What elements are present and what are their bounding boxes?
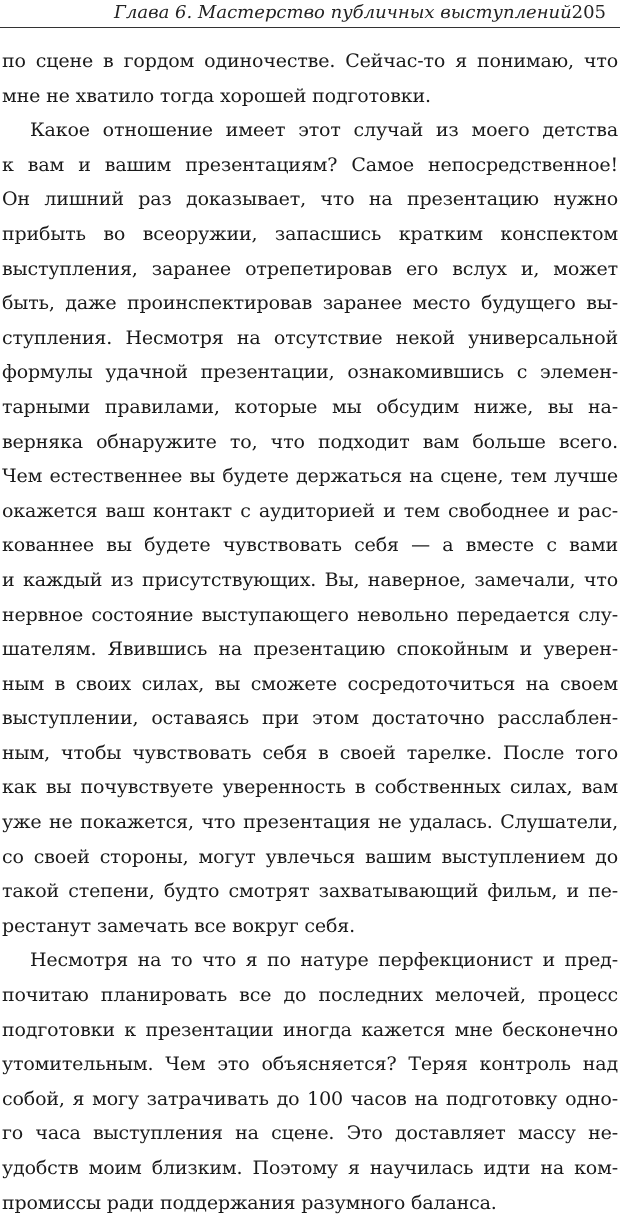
text-line: ным в своих силах, вы сможете сосредоточиться на своем — [2, 672, 618, 695]
paragraph — [2, 44, 618, 113]
body-text — [2, 44, 618, 1220]
page-number: 205 — [571, 2, 606, 23]
text-line: промиссы ради поддержания разумного баланса. — [2, 1191, 497, 1214]
text-line: выступления, заранее отрепетировав его вслух и, может — [2, 257, 618, 280]
page-header — [0, 0, 620, 30]
text-line: подготовки к презентации иногда кажется мне бесконечно — [2, 1018, 618, 1041]
text-line: быть, даже проинспектировав заранее место будущего вы- — [2, 292, 618, 315]
text-line: Он лишний раз доказывает, что на презентацию нужно — [2, 188, 618, 211]
text-line: уже не покажется, что презентация не удалась. Слушатели, — [2, 811, 618, 834]
text-line: окажется ваш контакт с аудиторией и тем свободнее и рас- — [2, 499, 618, 522]
paragraph — [2, 943, 618, 1220]
text-line: прибыть во всеоружии, запасшись кратким конспектом — [2, 222, 618, 245]
text-line: утомительным. Чем это объясняется? Теряя контроль над — [2, 1053, 618, 1076]
text-line: такой степени, будто смотрят захватывающий фильм, и пе- — [2, 880, 618, 903]
header-rule — [0, 27, 620, 28]
text-line: по сцене в гордом одиночестве. Сейчас-то я понимаю, что — [2, 50, 618, 72]
text-line: рестанут замечать все вокруг себя. — [2, 914, 355, 937]
text-line: почитаю планировать все до последних мелочей, процесс — [2, 984, 618, 1007]
text-line: к вам и вашим презентациям? Самое непосредственное! — [2, 153, 618, 176]
text-line: со своей стороны, могут увлечься вашим выступлением до — [2, 845, 618, 868]
text-line: Какое отношение имеет этот случай из моего детства — [30, 119, 618, 142]
text-line: выступлении, оставаясь при этом достаточно расслаблен- — [2, 707, 618, 730]
text-line: Чем естественнее вы будете держаться на сцене, тем лучше — [2, 465, 618, 488]
text-line: формулы удачной презентации, ознакомившись с элемен- — [2, 361, 618, 384]
text-line: и каждый из присутствующих. Вы, наверное, замечали, что — [2, 568, 618, 591]
running-title: Глава 6. Мастерство публичных выступлений — [114, 2, 572, 23]
text-line: удобств моим близким. Поэтому я научилась идти на ком- — [2, 1157, 618, 1179]
text-line: тарными правилами, которые мы обсудим ниже, вы на- — [2, 395, 618, 418]
text-line: мне не хватило тогда хорошей подготовки. — [2, 84, 431, 107]
text-line: кованнее вы будете чувствовать себя — а вместе с вами — [2, 534, 618, 557]
text-line: ступления. Несмотря на отсутствие некой универсальной — [2, 326, 618, 349]
paragraph — [2, 113, 618, 943]
text-line: шателям. Явившись на презентацию спокойным и уверен- — [2, 638, 618, 661]
text-line: как вы почувствуете уверенность в собственных силах, вам — [2, 776, 618, 799]
text-line: го часа выступления на сцене. Это доставляет массу не- — [2, 1122, 618, 1145]
text-line: собой, я могу затрачивать до 100 часов на подготовку одно- — [2, 1087, 618, 1110]
text-line: нервное состояние выступающего невольно передается слу- — [2, 603, 618, 626]
text-line: Несмотря на то что я по натуре перфекционист и пред- — [30, 949, 618, 972]
text-line: ным, чтобы чувствовать себя в своей тарелке. После того — [2, 741, 618, 764]
text-line: верняка обнаружите то, что подходит вам больше всего. — [2, 430, 618, 453]
